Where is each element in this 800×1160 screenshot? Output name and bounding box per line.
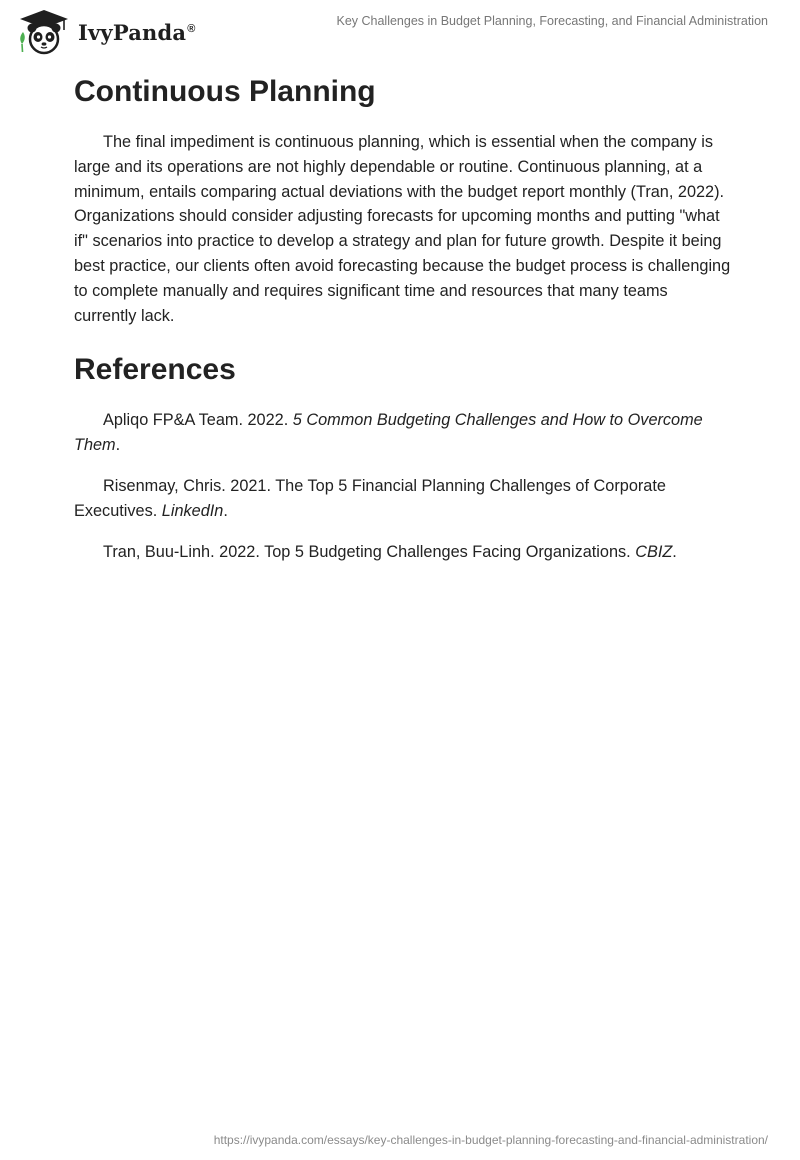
reference-item: Tran, Buu-Linh. 2022. Top 5 Budgeting Challenges Facing Organizations. CBIZ. <box>103 542 677 561</box>
source-url-link[interactable]: https://ivypanda.com/essays/key-challenges-in-budget-planning-forecasting-and-financial-administration/ <box>213 1133 768 1147</box>
reference-item: Apliqo FP&A Team. 2022. 5 Common Budgeting Challenges and How to Overcome Them. <box>74 411 703 455</box>
reference-italic-title: LinkedIn <box>161 501 224 520</box>
registered-mark: ® <box>187 22 196 35</box>
reference-item: Risenmay, Chris. 2021. The Top 5 Financial Planning Challenges of Corporate Executives. LinkedIn. <box>74 476 666 520</box>
section-title-references: References <box>74 353 236 387</box>
reference-italic-title: 5 Common Budgeting Challenges and How to Overcome Them <box>74 411 703 455</box>
references-list <box>74 408 734 564</box>
section-title-continuous-planning: Continuous Planning <box>74 75 376 108</box>
page-header <box>0 0 800 60</box>
panda-graduate-icon <box>16 8 72 56</box>
ivypanda-logo[interactable] <box>16 8 196 56</box>
document-title: Key Challenges in Budget Planning, Forecasting, and Financial Administration <box>336 14 768 28</box>
brand-name: IvyPanda® <box>78 19 196 45</box>
reference-italic-title: CBIZ <box>635 542 673 561</box>
body-paragraph: The final impediment is continuous planning, which is essential when the company is large and its operations are not highly dependable or routine. Continuous planning, at a minimum, entails comparing actual deviations with the budget report monthly (Tran, 2022). Organizations should consider adjusting forecasts for upcoming months and putting "what if" scenarios into practice to develop a strategy and plan for future growth. Despite it being best practice, our clients often avoid forecasting because the budget process is challenging to complete manually and requires significant time and resources that many teams currently lack. <box>74 133 731 325</box>
essay-content <box>74 72 734 580</box>
